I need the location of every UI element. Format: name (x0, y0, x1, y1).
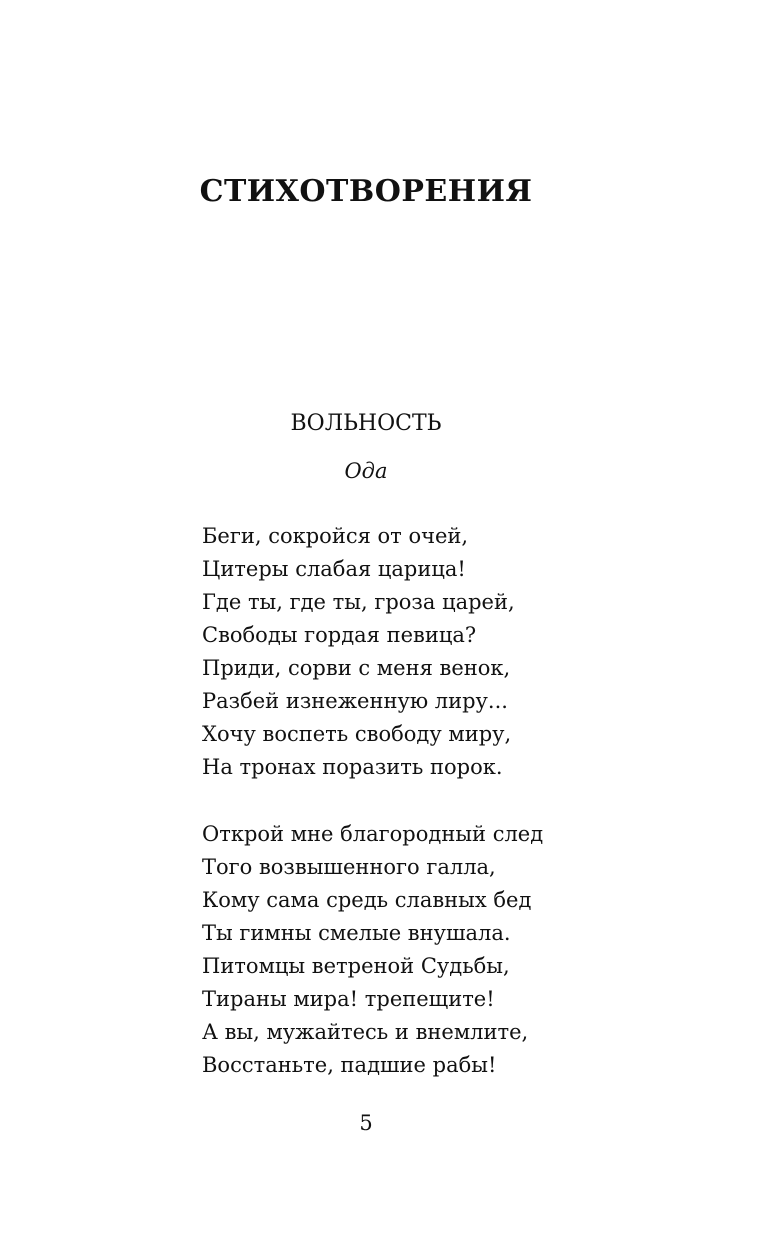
poem-line: На тронах поразить порок. (202, 755, 503, 779)
poem-line: А вы, мужайтесь и внемлите, (202, 1020, 529, 1044)
poem-line: Того возвышенного галла, (202, 855, 496, 879)
poem-line: Ты гимны смелые внушала. (202, 921, 511, 945)
section-title: СТИХОТВОРЕНИЯ (199, 174, 533, 209)
poem-line: Свободы гордая певица? (202, 623, 477, 647)
poem-title: ВОЛЬНОСТЬ (290, 411, 442, 436)
poem-line: Хочу воспеть свободу миру, (202, 722, 512, 746)
poem-line: Восстаньте, падшие рабы! (202, 1053, 497, 1077)
poem-line: Цитеры слабая царица! (202, 557, 466, 581)
poem-line: Питомцы ветреной Судьбы, (202, 954, 510, 978)
poem-line: Тираны мира! трепещите! (202, 987, 495, 1011)
poem-line: Открой мне благородный след (202, 822, 544, 846)
poem-subtitle: Ода (344, 459, 388, 483)
page-number: 5 (359, 1111, 373, 1135)
poem-line: Кому сама средь славных бед (202, 888, 532, 912)
poem-line: Где ты, где ты, гроза царей, (202, 590, 515, 614)
poem-line: Беги, сокройся от очей, (202, 524, 469, 548)
stanza-2 (202, 818, 543, 1082)
poem-line: Разбей изнеженную лиру... (202, 689, 508, 713)
poem-line: Приди, сорви с меня венок, (202, 656, 511, 680)
stanza-1 (202, 520, 515, 784)
